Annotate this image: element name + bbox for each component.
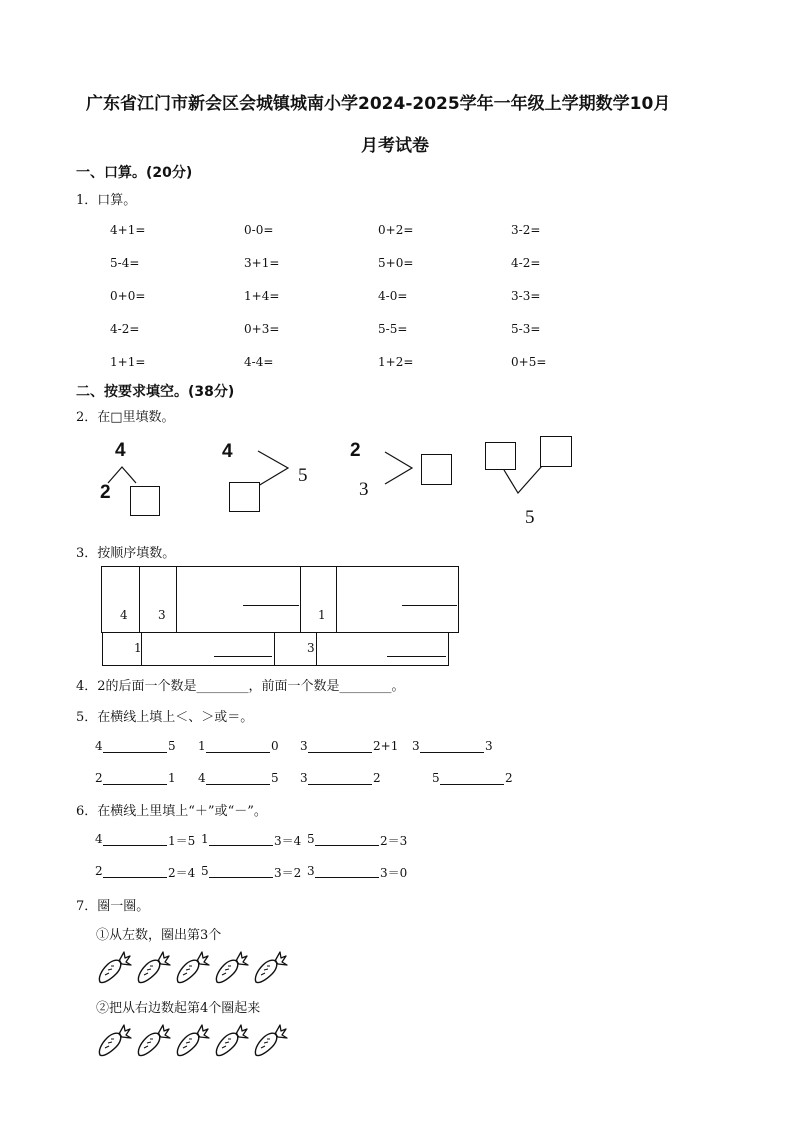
seq-number: 1 (134, 641, 142, 655)
calc-item: 4-4= (244, 355, 274, 369)
calc-item: 3+1= (244, 256, 280, 270)
sign-right: 3＝0 (380, 866, 408, 880)
compare-left: 2 (95, 771, 103, 785)
question-6-label: 6．在横线上里填上“＋”或“－”。 (76, 804, 267, 819)
answer-box[interactable] (229, 482, 260, 512)
compare-right: 5 (271, 771, 279, 785)
compare-right: 2+1 (373, 739, 399, 753)
carrot-icon[interactable] (251, 1021, 289, 1063)
sign-left: 5 (307, 832, 315, 846)
carrot-icon[interactable] (251, 948, 289, 990)
calc-item: 1+1= (110, 355, 146, 369)
calc-item: 0+5= (511, 355, 547, 369)
sequence-table-row1 (101, 566, 459, 633)
calc-item: 0+0= (110, 289, 146, 303)
sign-right: 2＝4 (168, 866, 196, 880)
calc-item: 0+2= (378, 223, 414, 237)
carrot-icon[interactable] (173, 948, 211, 990)
sign-left: 4 (95, 832, 103, 846)
compare-left: 1 (198, 739, 206, 753)
split-bottom-number: 3 (359, 479, 369, 500)
page-title-line1: 广东省江门市新会区会城镇城南小学2024-2025学年一年级上学期数学10月 (86, 94, 671, 114)
compare-left: 4 (95, 739, 103, 753)
section-heading-1: 一、口算。(20分) (76, 165, 193, 181)
calc-item: 5-4= (110, 256, 140, 270)
carrot-icon[interactable] (95, 1021, 133, 1063)
sign-left: 2 (95, 864, 103, 878)
question-5-label: 5．在横线上填上＜、＞或＝。 (76, 710, 254, 725)
compare-left: 3 (300, 739, 308, 753)
question-7-label: 7．圈一圈。 (76, 899, 150, 914)
compare-right: 5 (168, 739, 176, 753)
carrot-icon[interactable] (212, 948, 250, 990)
calc-item: 1+4= (244, 289, 280, 303)
question-7-sub2: ②把从右边数起第4个圈起来 (96, 1001, 261, 1016)
seq-cell (300, 567, 337, 632)
seq-number: 1 (318, 608, 326, 622)
answer-box[interactable] (485, 442, 516, 470)
answer-blank[interactable] (308, 752, 372, 753)
compare-right: 2 (373, 771, 381, 785)
sign-right: 2＝3 (380, 834, 408, 848)
sequence-table-row2 (102, 632, 449, 666)
answer-blank[interactable] (308, 784, 372, 785)
question-4: 4．2的后面一个数是________，前面一个数是________。 (76, 679, 405, 694)
calc-item: 4-2= (110, 322, 140, 336)
answer-box[interactable] (421, 454, 452, 485)
calc-item: 5+0= (378, 256, 414, 270)
seq-cell (102, 632, 103, 665)
compare-left: 3 (412, 739, 420, 753)
calc-item: 3-2= (511, 223, 541, 237)
sign-left: 1 (201, 832, 209, 846)
sign-right: 3＝2 (274, 866, 302, 880)
compare-right: 3 (485, 739, 493, 753)
split-top-number: 4 (115, 440, 126, 461)
answer-box[interactable] (540, 436, 572, 467)
section-heading-2: 二、按要求填空。(38分) (76, 384, 235, 400)
compare-right: 0 (271, 739, 279, 753)
carrot-icon[interactable] (173, 1021, 211, 1063)
carrot-icon[interactable] (212, 1021, 250, 1063)
sign-right: 1＝5 (168, 834, 196, 848)
carrot-icon[interactable] (134, 948, 172, 990)
compare-left: 3 (300, 771, 308, 785)
calc-item: 5-3= (511, 322, 541, 336)
answer-blank[interactable] (206, 752, 270, 753)
calc-item: 4-0= (378, 289, 408, 303)
calc-item: 3-3= (511, 289, 541, 303)
seq-cell (316, 632, 317, 665)
question-3-label: 3．按顺序填数。 (76, 546, 176, 561)
page-title-line2: 月考试卷 (361, 136, 429, 156)
split-total-number: 5 (298, 465, 308, 486)
answer-blank[interactable] (214, 656, 272, 657)
answer-blank[interactable] (315, 845, 379, 846)
answer-blank[interactable] (206, 784, 270, 785)
calc-item: 0+3= (244, 322, 280, 336)
question-2-label: 2．在□里填数。 (76, 410, 175, 425)
seq-number: 4 (120, 608, 128, 622)
seq-cell (139, 567, 177, 632)
answer-blank[interactable] (103, 784, 167, 785)
calc-item: 4+1= (110, 223, 146, 237)
seq-number: 3 (158, 608, 166, 622)
seq-cell (274, 632, 275, 665)
compare-right: 1 (168, 771, 176, 785)
split-total-number: 5 (525, 507, 535, 528)
answer-blank[interactable] (402, 605, 457, 606)
calc-item: 5-5= (378, 322, 408, 336)
carrot-icon[interactable] (134, 1021, 172, 1063)
carrot-row-1 (95, 948, 295, 988)
answer-blank[interactable] (103, 752, 167, 753)
answer-blank[interactable] (103, 845, 167, 846)
question-7-sub1: ①从左数，圈出第3个 (96, 928, 222, 943)
compare-left: 4 (198, 771, 206, 785)
answer-blank[interactable] (387, 656, 446, 657)
answer-box[interactable] (130, 486, 160, 516)
split-top-number: 4 (222, 441, 233, 462)
calc-item: 4-2= (511, 256, 541, 270)
answer-blank[interactable] (420, 752, 484, 753)
carrot-icon[interactable] (95, 948, 133, 990)
split-left-number: 2 (100, 482, 111, 503)
calc-item: 1+2= (378, 355, 414, 369)
seq-cell (176, 567, 301, 632)
answer-blank[interactable] (209, 877, 273, 878)
sign-left: 5 (201, 864, 209, 878)
answer-blank[interactable] (243, 605, 299, 606)
answer-blank[interactable] (103, 877, 167, 878)
answer-blank[interactable] (315, 877, 379, 878)
carrot-row-2 (95, 1021, 295, 1061)
seq-cell (101, 567, 140, 632)
sign-left: 3 (307, 864, 315, 878)
compare-right: 2 (505, 771, 513, 785)
answer-blank[interactable] (209, 845, 273, 846)
compare-left: 5 (432, 771, 440, 785)
seq-cell (336, 567, 459, 632)
answer-blank[interactable] (440, 784, 504, 785)
split-top-number: 2 (350, 440, 361, 461)
seq-number: 3 (307, 641, 315, 655)
question-1-label: 1．口算。 (76, 193, 137, 208)
calc-item: 0-0= (244, 223, 274, 237)
sign-right: 3＝4 (274, 834, 302, 848)
